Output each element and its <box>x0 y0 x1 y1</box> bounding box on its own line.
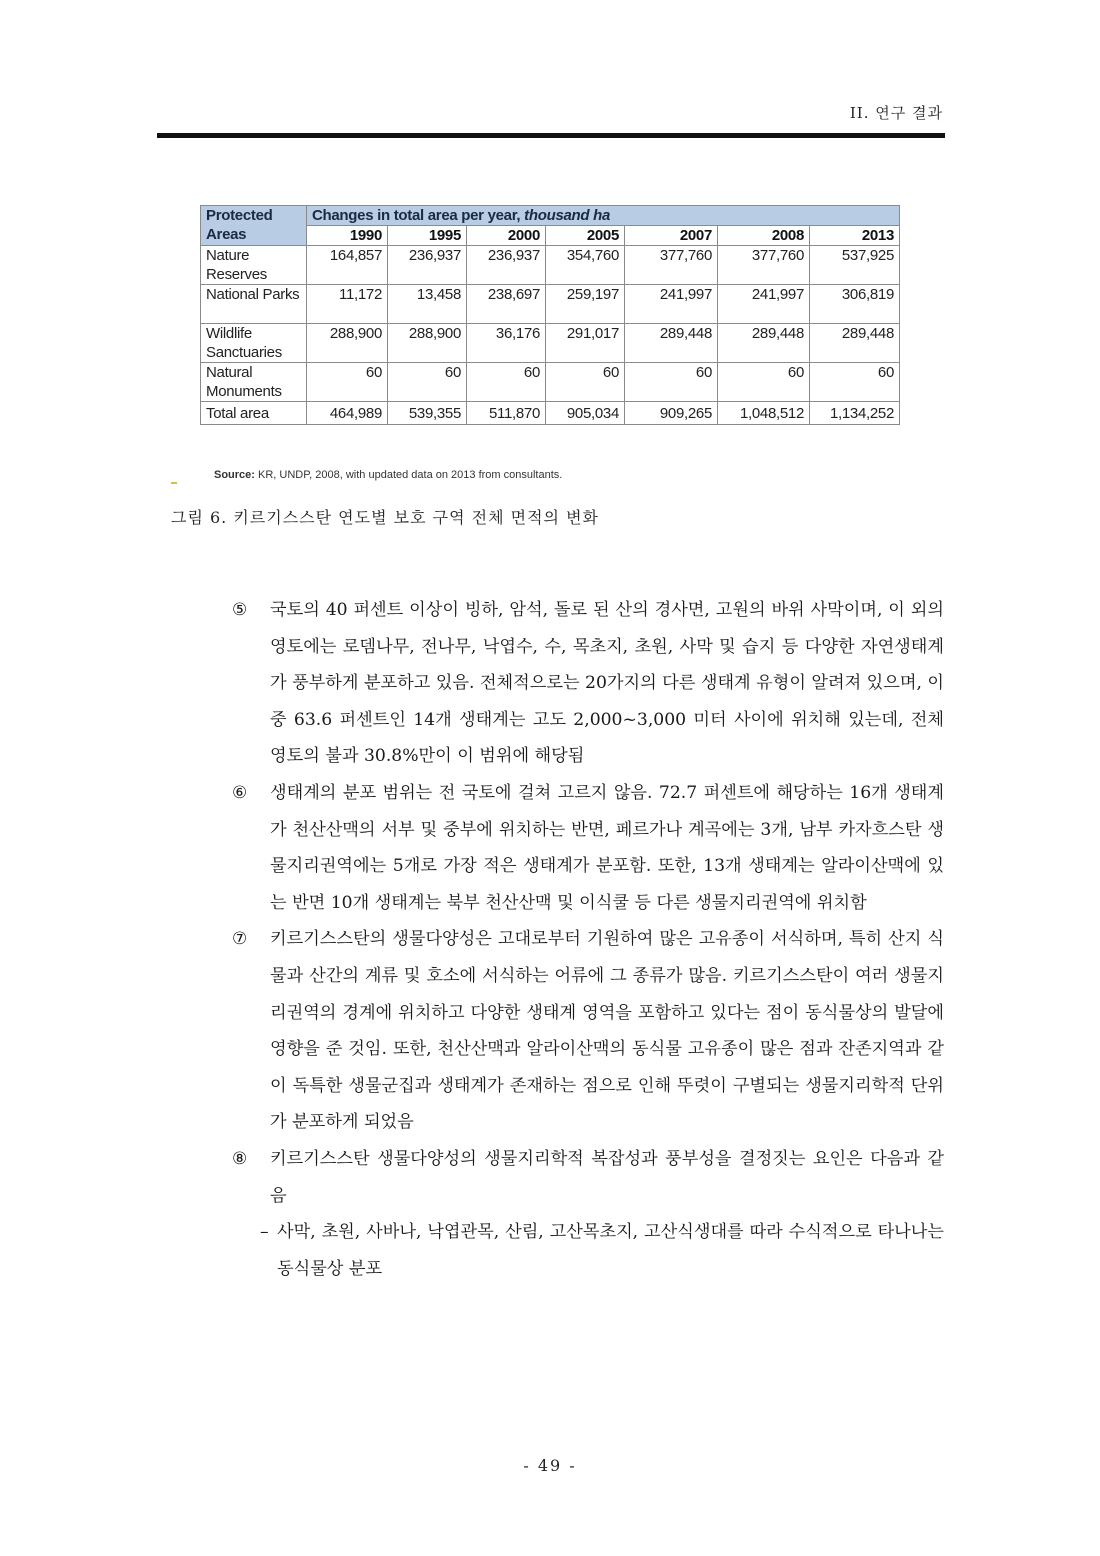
dash-item-text: 사막, 초원, 사바나, 낙엽관목, 산림, 고산목초지, 고산식생대를 따라 수식적으로 타나나는 동식물상 분포 <box>277 1222 944 1279</box>
table-cell: 236,937 <box>388 246 467 285</box>
table-cell: 289,448 <box>718 324 810 363</box>
table-cell: 236,937 <box>467 246 546 285</box>
item-number: ⑥ <box>232 782 248 803</box>
table-cell: 377,760 <box>718 246 810 285</box>
year-header: 2005 <box>546 226 625 246</box>
corner-header: Protected Areas <box>201 206 307 246</box>
year-header: 1995 <box>388 226 467 246</box>
year-header: 1990 <box>307 226 388 246</box>
row-label: Nature Reserves <box>201 246 307 285</box>
page-number: - 49 - <box>523 1456 577 1475</box>
table-cell: 36,176 <box>467 324 546 363</box>
table-cell: 238,697 <box>467 285 546 324</box>
protected-areas-table <box>200 205 900 425</box>
row-label: National Parks <box>201 285 307 324</box>
table-cell: 539,355 <box>388 402 467 425</box>
table-cell: 291,017 <box>546 324 625 363</box>
year-header: 2013 <box>810 226 900 246</box>
list-item <box>232 921 944 1141</box>
protected-areas-table-container <box>200 205 900 425</box>
table-cell: 60 <box>307 363 388 402</box>
table-cell: 905,034 <box>546 402 625 425</box>
table-cell: 354,760 <box>546 246 625 285</box>
item-text: 생태계의 분포 범위는 전 국토에 걸쳐 고르지 않음. 72.7 퍼센트에 해당하는 16개 생태계가 천산산맥의 서부 및 중부에 위치하는 반면, 페르가나 계곡에는 3개, 남부 카자흐스탄 생물지리권역에는 5개로 가장 적은 생태계가 분포함. 또한, 13개 생태계는 알라이산맥에 있는 반면 10개 생태계는 북부 천산산맥 및 이식쿨 등 다른 생물지리권역에 위치함 <box>270 782 944 913</box>
table-cell: 164,857 <box>307 246 388 285</box>
table-cell: 13,458 <box>388 285 467 324</box>
item-number: ⑦ <box>232 929 248 950</box>
table-cell: 511,870 <box>467 402 546 425</box>
table-cell: 11,172 <box>307 285 388 324</box>
table-source-note <box>214 469 562 481</box>
header-rule <box>157 133 945 138</box>
table-cell: 60 <box>546 363 625 402</box>
item-number: ⑤ <box>232 600 248 620</box>
figure-caption: 그림 6. 키르기스스탄 연도별 보호 구역 전체 면적의 변화 <box>171 508 599 527</box>
year-header: 2000 <box>467 226 546 246</box>
source-label: Source: <box>214 469 255 481</box>
table-cell: 60 <box>625 363 718 402</box>
table-cell: 537,925 <box>810 246 900 285</box>
item-text: 국토의 40 퍼센트 이상이 빙하, 암석, 돌로 된 산의 경사면, 고원의 바위 사막이며, 이 외의 영토에는 로뎀나무, 전나무, 낙엽수, 수, 목초지, 초원, 사막 및 습지 등 다양한 자연생태계가 풍부하게 분포하고 있음. 전체적으로는 20가지의 다른 생태계 유형이 알려져 있으며, 이 중 63.6 퍼센트인 14개 생태계는 고도 2,000~3,000 미터 사이에 위치해 있는데, 전체 영토의 불과 30.8%만이 이 범위에 해당됨 <box>270 600 945 767</box>
dash-list-item <box>232 1214 944 1287</box>
table-title-prefix: Changes in total area per year, <box>312 207 525 224</box>
table-title-unit: thousand ha <box>524 207 611 224</box>
body-text <box>232 592 944 1287</box>
table-cell: 909,265 <box>625 402 718 425</box>
year-header: 2007 <box>625 226 718 246</box>
table-cell: 464,989 <box>307 402 388 425</box>
table-cell: 288,900 <box>388 324 467 363</box>
table-cell: 241,997 <box>625 285 718 324</box>
list-item <box>232 592 944 775</box>
row-label: Total area <box>201 402 307 425</box>
table-cell: 306,819 <box>810 285 900 324</box>
table-cell: 377,760 <box>625 246 718 285</box>
table-cell: 1,048,512 <box>718 402 810 425</box>
table-row <box>201 246 900 285</box>
item-text: 키르기스스탄 생물다양성의 생물지리학적 복잡성과 풍부성을 결정짓는 요인은 다음과 같음 <box>270 1148 944 1206</box>
table-cell: 60 <box>810 363 900 402</box>
dash-bullet: – <box>260 1222 269 1243</box>
row-label: Wildlife Sanctuaries <box>201 324 307 363</box>
year-header: 2008 <box>718 226 810 246</box>
table-title-header <box>307 206 900 226</box>
table-cell: 241,997 <box>718 285 810 324</box>
table-cell: 60 <box>718 363 810 402</box>
running-header: II. 연구 결과 <box>849 104 943 122</box>
list-item <box>232 775 944 921</box>
scan-mark <box>171 482 177 484</box>
table-cell: 259,197 <box>546 285 625 324</box>
table-cell: 1,134,252 <box>810 402 900 425</box>
item-text: 키르기스스탄의 생물다양성은 고대로부터 기원하여 많은 고유종이 서식하며, 특히 산지 식물과 산간의 계류 및 호소에 서식하는 어류에 그 종류가 많음. 키르기스스탄이 여러 생물지리권역의 경계에 위치하고 다양한 생태계 영역을 포함하고 있다는 점이 동식물상의 발달에 영향을 준 것임. 또한, 천산산맥과 알라이산맥의 동식물 고유종이 많은 점과 잔존지역과 같이 독특한 생물군집과 생태계가 존재하는 점으로 인해 뚜렷이 구별되는 생물지리학적 단위가 분포하게 되었음 <box>270 929 944 1133</box>
table-row <box>201 324 900 363</box>
list-item <box>232 1141 944 1214</box>
table-cell: 289,448 <box>625 324 718 363</box>
table-cell: 288,900 <box>307 324 388 363</box>
table-cell: 60 <box>388 363 467 402</box>
row-label: Natural Monuments <box>201 363 307 402</box>
table-total-row <box>201 402 900 425</box>
table-cell: 289,448 <box>810 324 900 363</box>
table-row <box>201 285 900 324</box>
table-row <box>201 363 900 402</box>
source-text: KR, UNDP, 2008, with updated data on 2013 from consultants. <box>254 469 563 481</box>
item-number: ⑧ <box>232 1148 248 1169</box>
table-cell: 60 <box>467 363 546 402</box>
